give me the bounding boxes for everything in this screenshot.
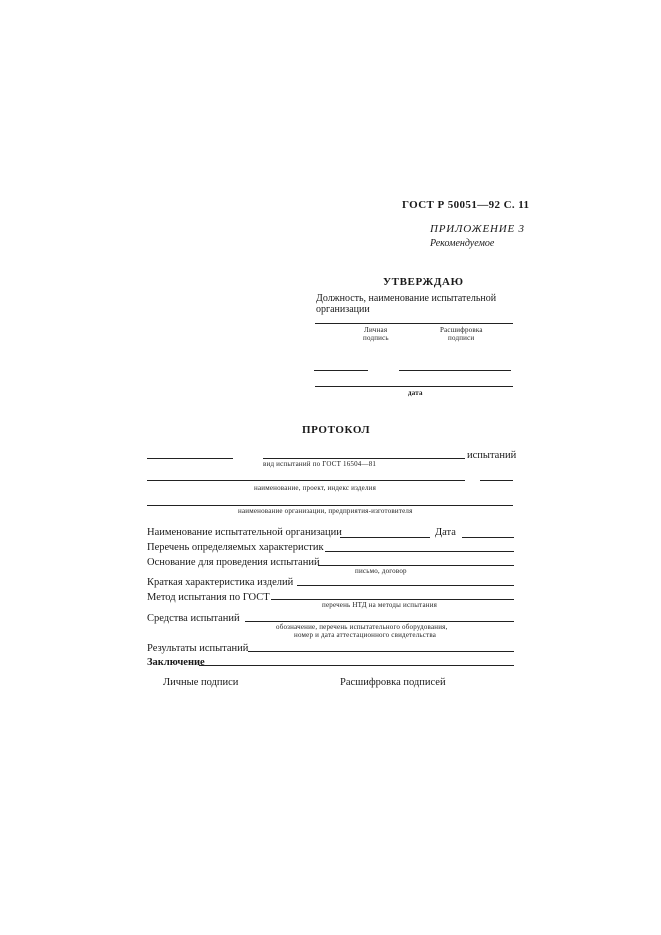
signature-caption-2: подпись (363, 334, 389, 342)
approver-organization-label: организации (316, 304, 370, 315)
tests-suffix: испытаний (467, 450, 517, 461)
approval-title: УТВЕРЖДАЮ (383, 276, 464, 288)
manufacturer-caption: наименование организации, предприятия-изготовителя (238, 507, 413, 515)
approver-decoding-line[interactable] (399, 370, 511, 371)
date-line[interactable] (462, 537, 514, 538)
means-caption: обозначение, перечень испытательного оборудования, (276, 623, 448, 631)
approver-position-line[interactable] (315, 323, 513, 324)
date-label: Дата (435, 527, 456, 538)
decoding-caption: Расшифровка (440, 326, 483, 334)
test-type-caption: вид испытаний по ГОСТ 16504—81 (263, 460, 377, 468)
means-caption-2: номер и дата аттестационного свидетельства (294, 631, 437, 639)
results-line[interactable] (248, 651, 514, 652)
signature-decoding-label: Расшифровка подписей (340, 677, 446, 688)
basis-caption: письмо, договор (355, 567, 407, 575)
appendix-status: Рекомендуемое (430, 238, 495, 249)
basis-line[interactable] (318, 565, 514, 566)
appendix-number: ПРИЛОЖЕНИЕ 3 (430, 223, 525, 235)
org-name-line[interactable] (340, 537, 430, 538)
conclusion-label: Заключение (147, 657, 205, 668)
standard-reference: ГОСТ Р 50051—92 С. 11 (402, 199, 530, 211)
approver-position-label: Должность, наименование испытательной (316, 293, 497, 304)
date-caption: дата (408, 389, 423, 397)
brief-line[interactable] (297, 585, 514, 586)
protocol-title: ПРОТОКОЛ (302, 424, 371, 436)
results-label: Результаты испытаний (147, 643, 249, 654)
method-caption: перечень НТД на методы испытания (322, 601, 438, 609)
approval-date-line[interactable] (315, 386, 513, 387)
approver-signature-line[interactable] (314, 370, 368, 371)
product-line-end[interactable] (480, 480, 513, 481)
org-name-label: Наименование испытательной организации (147, 527, 342, 538)
personal-signatures-label: Личные подписи (163, 677, 239, 688)
method-line[interactable] (271, 599, 514, 600)
characteristics-line[interactable] (325, 551, 514, 552)
decoding-caption-2: подписи (448, 334, 475, 342)
method-label: Метод испытания по ГОСТ (147, 592, 270, 603)
test-type-line-a[interactable] (147, 458, 233, 459)
product-line[interactable] (147, 480, 465, 481)
characteristics-label: Перечень определяемых характеристик (147, 542, 324, 553)
conclusion-line[interactable] (199, 665, 514, 666)
basis-label: Основание для проведения испытаний (147, 557, 320, 568)
means-label: Средства испытаний (147, 613, 240, 624)
signature-caption: Личная (364, 326, 388, 334)
product-caption: наименование, проект, индекс изделия (254, 484, 377, 492)
manufacturer-line[interactable] (147, 505, 513, 506)
means-line[interactable] (245, 621, 514, 622)
test-type-line-b[interactable] (263, 458, 465, 459)
brief-label: Краткая характеристика изделий (147, 577, 294, 588)
